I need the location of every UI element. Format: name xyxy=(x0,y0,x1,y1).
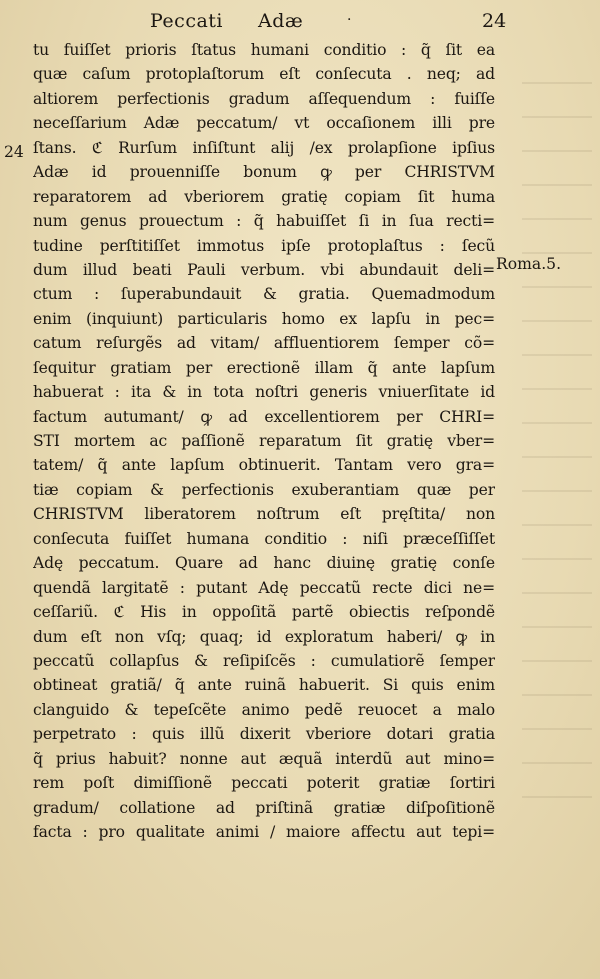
running-head-right: Adæ xyxy=(258,10,304,32)
text-line: neceſſarium Adæ peccatum/ vt occaſionem illi pre xyxy=(33,114,495,133)
text-line: ceſſariũ. ℭ His in oppoſitã partẽ obiectis reſpondẽ xyxy=(33,603,495,622)
text-line: tatem/ q̃ ante lapſum obtinuerit. Tantam vero gra= xyxy=(33,456,495,475)
text-line: reparatorem ad vberiorem gratię copiam ſit huma xyxy=(33,187,495,206)
text-line: quendã largitatẽ : putant Adę peccatũ recte dici ne= xyxy=(33,578,495,597)
text-line: gradum/ collatione ad priſtinã gratiæ diſpoſitionẽ xyxy=(33,798,495,817)
margin-reference-right: Roma.5. xyxy=(496,255,562,273)
text-line: ctum : ſuperabundauit & gratia. Quemadmodum xyxy=(33,285,495,304)
text-line: conſecuta fuiſſet humana conditio : niſi præceſſiſſet xyxy=(33,529,495,548)
margin-number-left: 24 xyxy=(4,143,24,161)
text-line: catum reſurgẽs ad vitam/ affluentiorem ſemper cõ= xyxy=(33,334,495,353)
text-line: dum illud beati Pauli verbum. vbi abundauit deli= xyxy=(33,260,495,279)
text-line: peccatũ collapſus & reſipiſcẽs : cumulatiorẽ ſemper xyxy=(33,651,495,670)
text-line: habuerat : ita & in tota noſtri generis vniuerſitate id xyxy=(33,383,495,402)
text-line: obtineat gratiã/ q̃ ante ruinã habuerit. Si quis enim xyxy=(33,676,495,695)
text-line: enim (inquiunt) particularis homo ex lapſu in pec= xyxy=(33,309,495,328)
text-line: ſequitur gratiam per erectionẽ illam q̃ ante lapſum xyxy=(33,358,495,377)
text-line: facta : pro qualitate animi / maiore affectu aut tepi= xyxy=(33,823,495,841)
text-line: CHRISTVM liberatorem noſtrum eſt pręſtita/ non xyxy=(33,505,495,524)
running-head xyxy=(0,10,600,36)
text-line: dum eſt non vſq; quaq; id exploratum haberi/ ꝙ in xyxy=(33,627,495,646)
text-line: factum autumant/ ꝙ ad excellentiorem per CHRI= xyxy=(33,407,495,426)
running-head-left: Peccati xyxy=(150,10,223,32)
text-line: clanguido & tepeſcẽte animo pedẽ reuocet a malo xyxy=(33,700,495,719)
text-line: tudine perſtitiſſet immotus ipſe protoplaſtus : ſecũ xyxy=(33,236,495,255)
text-line: tu fuiſſet prioris ſtatus humani conditio : q̃ ſit ea xyxy=(33,41,495,59)
text-line: Adæ id prouenniſſe bonum ꝙ per CHRISTVM xyxy=(33,163,495,182)
text-line: q̃ prius habuit? nonne aut æquã interdũ aut mino= xyxy=(33,749,495,768)
text-line: altiorem perfectionis gradum aſſequendum : fuiſſe xyxy=(33,89,495,108)
text-line: STI mortem ac paſſionẽ reparatum ſit gratię vber= xyxy=(33,432,495,450)
body-text xyxy=(33,38,495,844)
text-line: quæ caſum protoplaſtorum eſt conſecuta . neq; ad xyxy=(33,65,495,84)
text-line: perpetrato : quis illũ dixerit vberiore dotari gratia xyxy=(33,725,495,744)
folio-number: 24 xyxy=(482,10,507,32)
bleed-through-marks xyxy=(522,60,592,820)
running-head-mark: · xyxy=(347,12,352,28)
text-line: rem poſt dimiſſionẽ peccati poterit gratiæ ſortiri xyxy=(33,774,495,793)
text-line: num genus prouectum : q̃ habuiſſet ſi in ſua recti= xyxy=(33,212,495,231)
text-line: Adę peccatum. Quare ad hanc diuinę gratię conſe xyxy=(33,554,495,573)
text-line: ſtans. ℭ Rurſum inſiſtunt alij /ex prolapſione ipſius xyxy=(33,138,495,157)
text-line: tiæ copiam & perfectionis exuberantiam quæ per xyxy=(33,480,495,499)
